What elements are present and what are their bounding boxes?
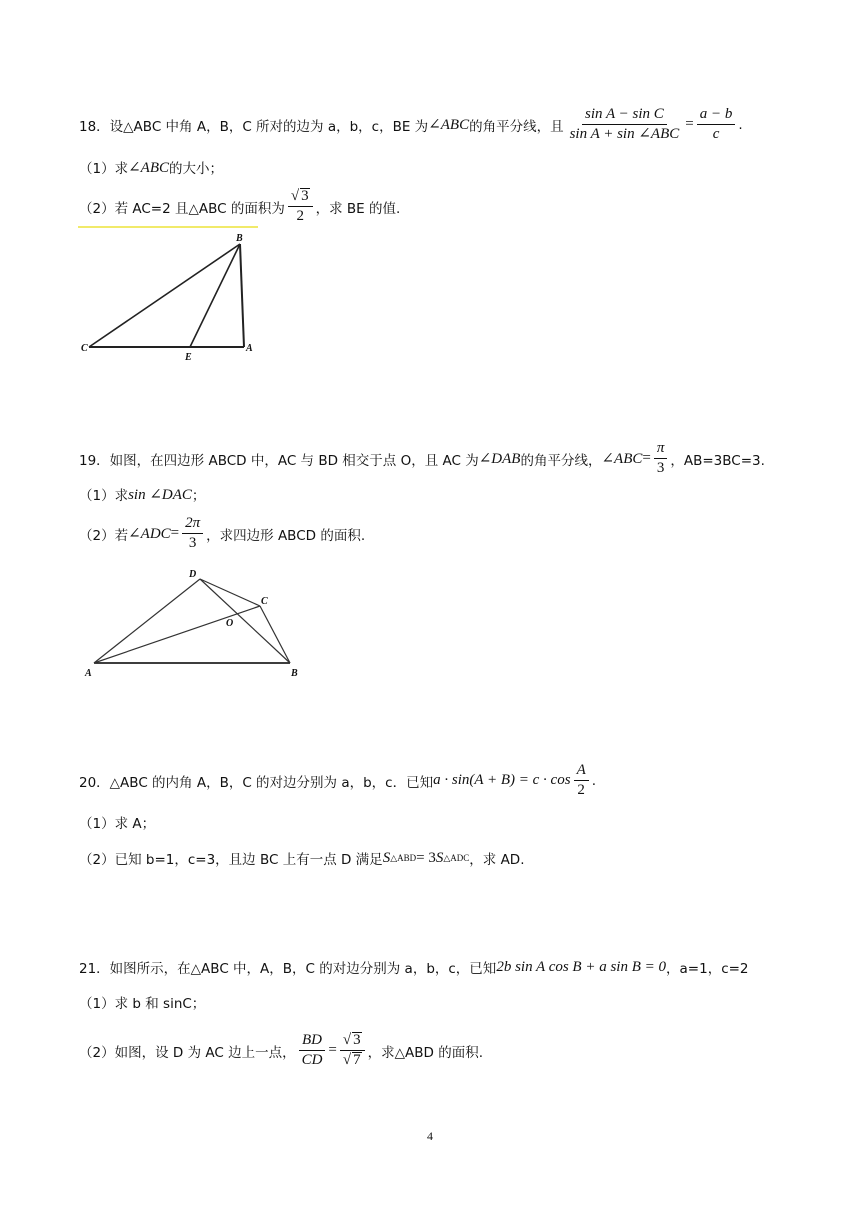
label-d: D xyxy=(189,569,197,580)
q18-part-1: （1）求 ∠ABC 的大小； xyxy=(79,159,223,177)
yellow-rule xyxy=(78,226,258,228)
q19-fraction: $\frac{\pi}{3}$ xyxy=(654,440,668,477)
q18-stem: 18．设△ABC 中角 A，B，C 所对的边为 a，b，c，BE 为 ∠ABC 的角平分线，且 $\frac{\text{sin A − sin C}}{\text{sin A + sin ∠ABC}}$ = $\frac{a - b}{c}$ . xyxy=(79,106,743,142)
q19-part-1: （1）求 sin ∠DAC ； xyxy=(79,486,206,504)
label-b: B xyxy=(236,233,243,244)
q20-fraction: $\frac{A}{2}$ xyxy=(574,762,589,799)
q19-quadrilateral-figure xyxy=(80,566,310,686)
label-o: O xyxy=(226,618,234,629)
label-c: C xyxy=(81,343,88,354)
q20-part-2: （2）已知 b=1，c=3，且边 BC 上有一点 D 满足 S △ABD = 3 S △ADC ，求 AD. xyxy=(79,849,525,868)
q18-angle: ∠ABC xyxy=(428,117,470,133)
page-number: 4 xyxy=(427,1129,433,1143)
q20-part-1: （1）求 A； xyxy=(79,816,156,832)
q18-part-2: （2）若 AC=2 且△ABC 的面积为 √ 3 2 ，求 BE 的值. xyxy=(79,188,401,224)
label-a2: A xyxy=(85,668,92,679)
label-e: E xyxy=(185,352,192,363)
label-b2: B xyxy=(291,668,298,679)
q19-stem: 19．如图，在四边形 ABCD 中，AC 与 BD 相交于点 O，且 AC 为 ∠DAB 的角平分线， ∠ABC = $\frac{\pi}{3}$ ，AB=3BC=3. xyxy=(79,440,765,476)
q21-part-1: （1）求 b 和 sinC； xyxy=(79,996,206,1012)
q18-stem-mid: 的角平分线，且 xyxy=(469,118,564,135)
q18-sqrt-fraction: √ 3 2 xyxy=(288,188,313,225)
q21-sqrt-fraction: √ 3 √ 7 xyxy=(340,1032,365,1069)
q18-triangle-figure xyxy=(78,230,268,370)
q18-stem-text: 18．设△ABC 中角 A，B，C 所对的边为 a，b，c，BE 为 xyxy=(79,118,429,135)
q21-fraction: $\frac{BD}{CD}$ xyxy=(299,1032,326,1069)
q20-stem: 20．△ABC 的内角 A，B，C 的对边分别为 a，b，c．已知 a · sin(A + B) = c · cos $\frac{A}{2}$ . xyxy=(79,762,597,798)
q19-part-2: （2）若 ∠ADC = $\frac{2\pi}{3}$ ，求四边形 ABCD 的面积. xyxy=(79,515,366,551)
label-c2: C xyxy=(261,596,268,607)
q19-fraction-2: $\frac{2\pi}{3}$ xyxy=(182,515,203,552)
q21-stem: 21．如图所示，在△ABC 中，A，B，C 的对边分别为 a，b，c，已知 2b sin A cos B + a sin B = 0 ，a=1，c=2 xyxy=(79,958,749,977)
q21-part-2: （2）如图，设 D 为 AC 边上一点， $\frac{BD}{CD}$ = √ 3 √ 7 ，求△ABD 的面积. xyxy=(79,1032,483,1068)
q18-fraction-1: $\frac{\text{sin A − sin C}}{\text{sin A + sin ∠ABC}}$ xyxy=(569,106,680,142)
q18-fraction-2: $\frac{a - b}{c}$ xyxy=(697,106,736,143)
label-a: A xyxy=(246,343,253,354)
